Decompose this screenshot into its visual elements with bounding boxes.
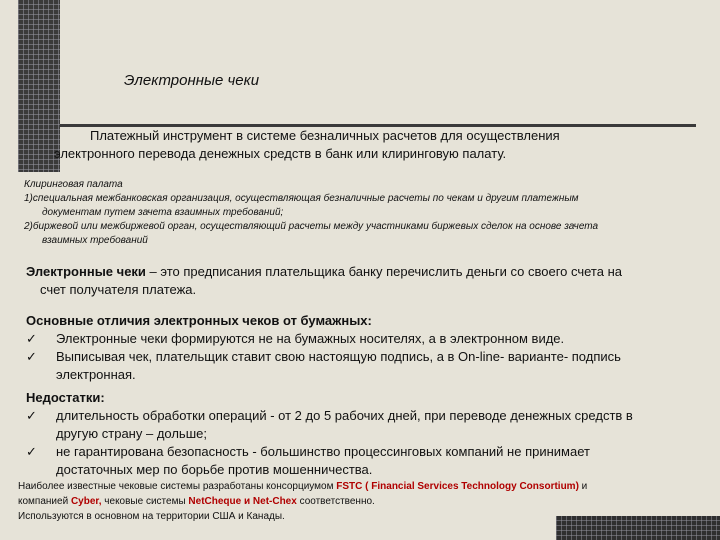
differences-bullet-2-text: Выписывая чек, плательщик ставит свою настоящую подпись, а в On-line- варианте- подпись	[56, 349, 621, 364]
electronic-check-term: Электронные чеки	[26, 264, 146, 279]
electronic-check-definition	[26, 263, 706, 299]
drawbacks-bullet-1	[26, 407, 706, 443]
differences-bullet-2-cont: электронная.	[56, 367, 136, 382]
footer-text: Наиболее известные чековые системы разработаны консорциумом	[18, 481, 337, 492]
footer-line-3: Используются в основном на территории США и Канады.	[18, 511, 285, 522]
drawbacks-bullet-2	[26, 443, 706, 479]
clearing-heading: Клиринговая палата	[24, 179, 123, 190]
differences-section	[26, 312, 706, 384]
clearing-item-1-cont: документам путем зачета взаимных требований;	[42, 207, 284, 218]
clearing-item-1: 1)специальная межбанковская организация, осуществляющая безналичные расчеты по чекам и другим платежным	[24, 193, 579, 204]
definition-line-1: Платежный инструмент в системе безналичных расчетов для осуществления	[90, 128, 560, 143]
differences-heading-text: Основные отличия электронных чеков от бумажных:	[26, 313, 372, 328]
footer-note	[18, 479, 708, 524]
electronic-check-line-2: счет получателя платежа.	[40, 282, 197, 297]
drawbacks-section	[26, 389, 706, 479]
fstc-name: FSTC ( Financial Services Technology Consortium)	[336, 481, 579, 492]
footer-text: и	[578, 481, 588, 492]
differences-bullet-2	[26, 348, 706, 384]
drawbacks-heading	[26, 389, 706, 407]
checkmark-icon: ✓	[26, 444, 37, 459]
definition-line-2: электронного перевода денежных средств в банк или клиринговую палату.	[54, 146, 507, 161]
differences-bullet-1-text: Электронные чеки формируются не на бумажных носителях, а в электронном виде.	[56, 331, 565, 346]
footer-text: соответственно.	[296, 496, 375, 507]
footer-text: компанией	[18, 496, 71, 507]
footer-line-1	[18, 479, 708, 494]
clearing-house-note	[24, 178, 704, 248]
clearing-item-2-cont: взаимных требований	[42, 235, 148, 246]
cyber-name: Cyber,	[70, 496, 102, 507]
drawbacks-bullet-1-cont: другую страну – дольше;	[56, 426, 207, 441]
electronic-check-rest: – это предписания плательщика банку перечислить деньги со своего счета на	[145, 264, 622, 279]
clearing-item-2: 2)биржевой или межбиржевой орган, осуществляющий расчеты между участниками биржевых сделок на основе зачета	[24, 221, 599, 232]
drawbacks-bullet-2-text: не гарантирована безопасность - большинство процессинговых компаний не принимает	[56, 444, 590, 459]
footer-line-2	[18, 494, 708, 509]
checkmark-icon: ✓	[26, 408, 37, 423]
drawbacks-bullet-2-cont: достаточных мер по борьбе против мошенничества.	[56, 462, 373, 477]
checkmark-icon: ✓	[26, 331, 37, 346]
drawbacks-bullet-1-text: длительность обработки операций - от 2 до 5 рабочих дней, при переводе денежных средств в	[56, 408, 633, 423]
checkmark-icon: ✓	[26, 349, 37, 364]
footer-text: чековые системы	[101, 496, 189, 507]
drawbacks-heading-text: Недостатки:	[26, 390, 105, 405]
definition-paragraph	[54, 127, 674, 163]
differences-heading	[26, 312, 706, 330]
electronic-check-line-1	[26, 263, 706, 281]
netcheque-name: NetCheque и Net-Chex	[188, 496, 297, 507]
differences-bullet-1	[26, 330, 706, 348]
slide-title: Электронные чеки	[124, 72, 260, 89]
